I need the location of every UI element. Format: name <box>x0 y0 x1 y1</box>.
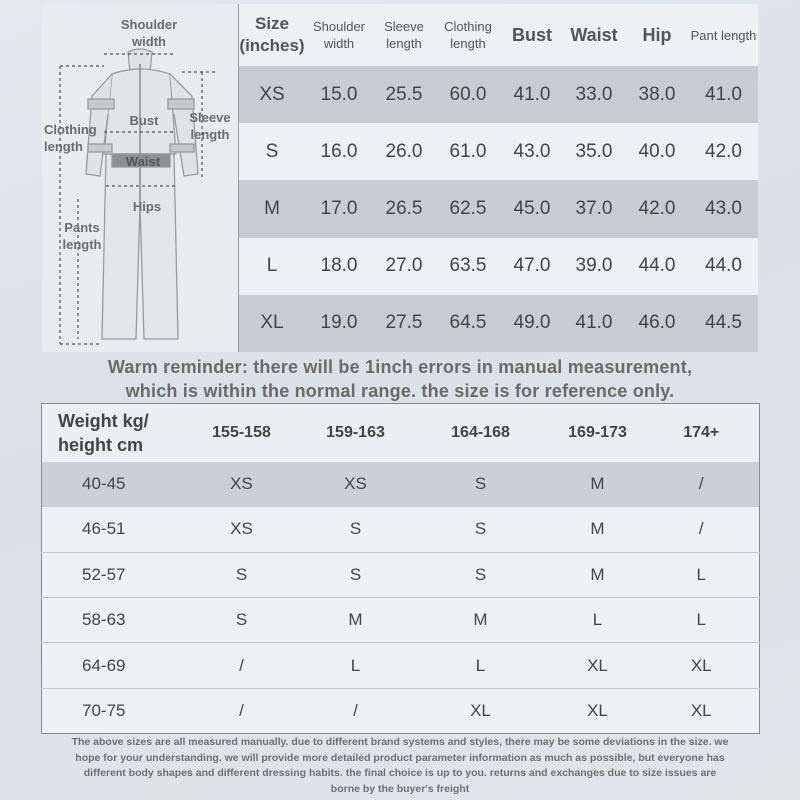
label-bust: Bust <box>129 113 159 128</box>
cell-size: L <box>644 552 760 597</box>
reminder-line-2: which is within the normal range. the size is for reference only. <box>125 381 675 401</box>
cell-waist: 39.0 <box>575 255 613 277</box>
cell-bust: 45.0 <box>513 198 551 220</box>
weight-row <box>42 598 760 643</box>
header-waist: Waist <box>570 24 618 45</box>
cell-hip: 38.0 <box>638 83 676 105</box>
header-shoulder-width: Shoulder width <box>312 19 366 52</box>
cell-size: / <box>698 474 704 494</box>
cell-sleeve: 26.0 <box>385 140 423 162</box>
cell-hip: 44.0 <box>638 255 676 277</box>
cell-pant: 41.0 <box>705 83 742 105</box>
cell-clothing: 62.5 <box>449 198 487 220</box>
cell-weight: 58-63 <box>42 598 182 643</box>
weight-row <box>42 507 760 552</box>
cell-waist: 35.0 <box>575 140 613 162</box>
cell-weight: 70-75 <box>42 688 182 733</box>
cell-size: S <box>410 552 552 597</box>
cell-size: S <box>474 474 487 494</box>
label-hips: Hips <box>132 199 162 214</box>
cell-weight: 52-57 <box>42 552 182 597</box>
cell-size: / <box>182 688 302 733</box>
garment-figure <box>42 4 239 352</box>
weight-row <box>42 552 760 597</box>
cell-size: XL <box>552 643 644 688</box>
cell-shoulder: 16.0 <box>320 140 358 162</box>
header-pant-length: Pant length <box>690 27 757 43</box>
label-clothing-length: Clothing length <box>44 122 97 154</box>
cell-waist: 37.0 <box>575 198 613 220</box>
cell-bust: 47.0 <box>513 255 551 277</box>
cell-size: / <box>302 688 410 733</box>
cell-hip: 40.0 <box>638 140 676 162</box>
cell-clothing: 64.5 <box>449 312 487 334</box>
cell-bust: 43.0 <box>513 140 551 162</box>
cell-clothing: 61.0 <box>449 140 487 162</box>
cell-size: XS <box>344 474 367 494</box>
cell-size: M <box>552 552 644 597</box>
header-height: 159-163 <box>326 423 385 441</box>
cell-size: S <box>474 519 487 539</box>
cell-bust: 41.0 <box>513 83 551 105</box>
cell-sleeve: 27.0 <box>385 255 423 277</box>
size-row <box>239 66 758 123</box>
size-row <box>239 238 758 295</box>
cell-pant: 44.5 <box>705 312 742 334</box>
label-sleeve-length: Sleeve length <box>189 110 231 142</box>
cell-waist: 41.0 <box>575 312 613 334</box>
warm-reminder <box>40 355 760 403</box>
cell-size: S <box>302 552 410 597</box>
header-height: 169-173 <box>568 423 627 441</box>
cell-size: XL <box>410 688 552 733</box>
cell-pant: 42.0 <box>705 140 742 162</box>
cell-size: M <box>410 598 552 643</box>
size-row <box>239 180 758 237</box>
cell-size: M <box>302 598 410 643</box>
cell-size: S <box>182 552 302 597</box>
cell-size: XL <box>260 312 284 334</box>
cell-size: XS <box>230 519 253 539</box>
cell-sleeve: 27.5 <box>385 312 423 334</box>
cell-size: XS <box>259 83 285 105</box>
cell-size: XS <box>230 474 253 494</box>
cell-size: S <box>265 140 279 162</box>
cell-sleeve: 25.5 <box>385 83 423 105</box>
cell-size: XL <box>552 688 644 733</box>
cell-size: S <box>349 519 362 539</box>
header-weight-height: Weight kg/ height cm <box>58 410 149 455</box>
size-row <box>239 295 758 352</box>
header-bust: Bust <box>512 24 552 45</box>
cell-clothing: 60.0 <box>449 83 487 105</box>
cell-size: L <box>644 598 760 643</box>
cell-size: XL <box>644 688 760 733</box>
header-clothing-length: Clothing length <box>444 19 492 52</box>
cell-hip: 42.0 <box>638 198 676 220</box>
header-height: 155-158 <box>212 423 271 441</box>
cell-bust: 49.0 <box>513 312 551 334</box>
label-waist: Waist <box>125 154 161 169</box>
weight-row <box>42 462 760 507</box>
header-height: 164-168 <box>451 423 510 441</box>
cell-sleeve: 26.5 <box>385 198 423 220</box>
header-height: 174+ <box>683 423 720 441</box>
label-shoulder-width: Shoulder width <box>120 17 178 49</box>
cell-waist: 33.0 <box>575 83 613 105</box>
cell-size: S <box>182 598 302 643</box>
header-sleeve-length: Sleeve length <box>384 19 424 52</box>
cell-size: / <box>698 519 704 539</box>
cell-size: M <box>590 474 605 494</box>
cell-shoulder: 18.0 <box>320 255 358 277</box>
cell-size: M <box>264 198 280 220</box>
weight-height-header-row <box>42 404 760 462</box>
weight-height-table <box>41 403 760 734</box>
cell-size: / <box>182 643 302 688</box>
cell-weight: 64-69 <box>42 643 182 688</box>
size-chart-table <box>239 4 758 352</box>
header-size: Size (inches) <box>239 14 305 56</box>
size-disclaimer: The above sizes are all measured manually. due to different brand systems and styles, there may be some deviations in the size. we hope for your understanding. we will provide more detailed product parameter information as much as possible, but everyone has different body shapes and different dressing habits. the final choice is up to you. returns and exchanges due to size issues are borne by the buyer's freight <box>71 736 729 795</box>
header-hip: Hip <box>642 24 672 45</box>
cell-shoulder: 19.0 <box>320 312 358 334</box>
jumpsuit-illustration <box>42 4 239 352</box>
cell-shoulder: 15.0 <box>320 83 358 105</box>
cell-size: XL <box>644 643 760 688</box>
cell-size: M <box>590 519 605 539</box>
weight-row <box>42 643 760 688</box>
cell-clothing: 63.5 <box>449 255 487 277</box>
size-row <box>239 123 758 180</box>
cell-shoulder: 17.0 <box>320 198 358 220</box>
label-pants-length: Pants length <box>62 220 102 252</box>
cell-weight: 46-51 <box>82 519 126 539</box>
cell-size: L <box>552 598 644 643</box>
cell-pant: 44.0 <box>705 255 742 277</box>
cell-hip: 46.0 <box>638 312 676 334</box>
cell-size: L <box>410 643 552 688</box>
weight-row <box>42 688 760 733</box>
size-chart-header-row <box>239 4 758 66</box>
cell-pant: 43.0 <box>705 198 742 220</box>
cell-size: L <box>302 643 410 688</box>
cell-weight: 40-45 <box>82 474 126 494</box>
cell-size: L <box>266 255 278 277</box>
reminder-line-1: Warm reminder: there will be 1inch errors in manual measurement, <box>107 357 693 377</box>
